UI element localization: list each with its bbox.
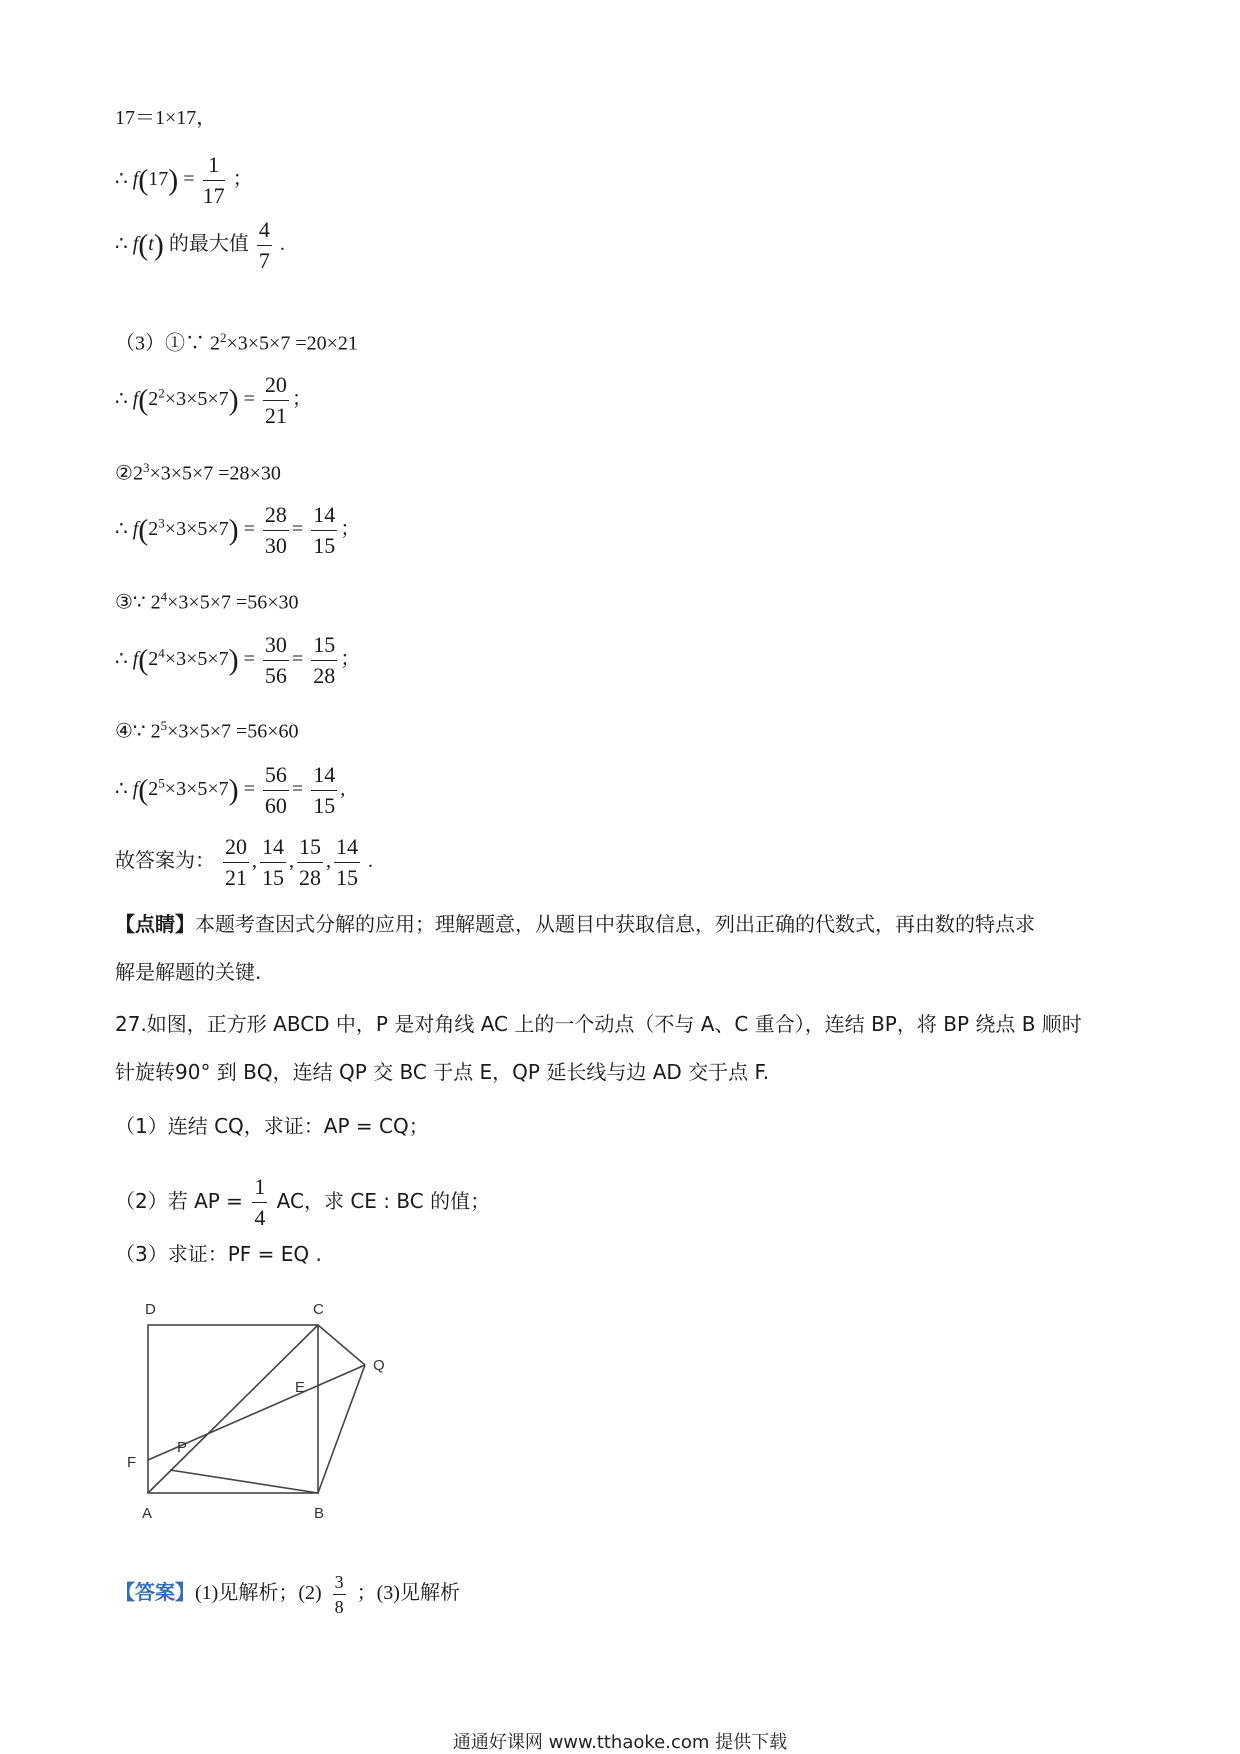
f17-line: ∴ f(17) = $\frac{1}{17}$ ；	[115, 150, 253, 211]
part3-step1: （3）①∵ $2^2\times 3\times 5\times 7 =20\times 21$	[115, 330, 358, 355]
q27-line1: 27.如图，正方形 ABCD 中，P 是对角线 AC 上的一个动点（不与 A、C 重合），连结 BP，将 BP 绕点 B 顺时	[115, 1012, 1082, 1036]
fraction: $\frac{1}{17}$	[202, 152, 225, 208]
part3-step3-result: ∴ $f(2^4\times 3\times 5\times 7)$ = $\frac{30}{56}$ = $\frac{15}{28}$ ；	[115, 632, 361, 688]
answer-summary: 故答案为： $\frac{20}{21}$ , $\frac{14}{15}$ , $\frac{15}{28}$ , $\frac{14}{15}$ .	[115, 834, 373, 890]
part3-step2: $②2^3\times 3\times 5\times 7 =28\times 30$	[115, 460, 281, 485]
q27-part1: （1）连结 CQ，求证：AP = CQ；	[115, 1114, 429, 1138]
square-geometry-figure	[115, 1290, 415, 1530]
label-q: Q	[373, 1357, 385, 1374]
label-p: P	[177, 1439, 188, 1456]
comment-line1: 【点睛】本题考查因式分解的应用；理解题意，从题目中获取信息，列出正确的代数式，再由数的特点求	[115, 912, 1035, 936]
label-b: B	[314, 1505, 325, 1522]
ft-max-line: ∴ f(t) 的最大值 $\frac{4}{7}$ .	[115, 215, 285, 276]
diagonal-ac	[148, 1325, 318, 1493]
segment-qb	[318, 1365, 365, 1493]
answer-line: 【答案】(1)见解析；(2) $\frac{3}{8}$ ；(3)见解析	[115, 1572, 460, 1617]
part3-step1-result: ∴ $f(2^2\times 3\times 5\times 7)$ = $\frac{20}{21}$ ；	[115, 372, 312, 428]
part3-step4: ④∵ $2^5\times 3\times 5\times 7 =56\times 60$	[115, 718, 299, 743]
q27-line2: 针旋转90° 到 BQ，连结 QP 交 BC 于点 E，QP 延长线与边 AD 交于点 F.	[115, 1060, 770, 1084]
fraction: $\frac{4}{7}$	[258, 217, 270, 273]
segment-bp	[170, 1470, 318, 1493]
part3-step4-result: ∴ $f(2^5\times 3\times 5\times 7)$ = $\frac{56}{60}$ = $\frac{14}{15}$ ,	[115, 762, 346, 818]
part3-step2-result: ∴ $f(2^3\times 3\times 5\times 7)$ = $\frac{28}{30}$ = $\frac{14}{15}$ ；	[115, 502, 361, 558]
q27-part3: （3）求证：PF = EQ .	[115, 1242, 322, 1266]
calc-line-17: 17＝1×17，	[115, 107, 217, 129]
comment-line2: 解是解题的关键.	[115, 960, 262, 984]
label-c: C	[313, 1301, 324, 1318]
footer-credit: 通通好课网 www.tthaoke.com 提供下载	[452, 1732, 788, 1753]
part3-step3: ③∵ $2^4\times 3\times 5\times 7 =56\times 30$	[115, 589, 299, 614]
label-e: E	[295, 1379, 306, 1396]
label-f: F	[127, 1454, 137, 1471]
label-a: A	[142, 1505, 153, 1522]
q27-part2: （2）若 AP = $\frac{1}{4}$ AC，求 CE : BC 的值；	[115, 1174, 491, 1230]
segment-cq	[318, 1325, 365, 1365]
label-d: D	[145, 1301, 156, 1318]
